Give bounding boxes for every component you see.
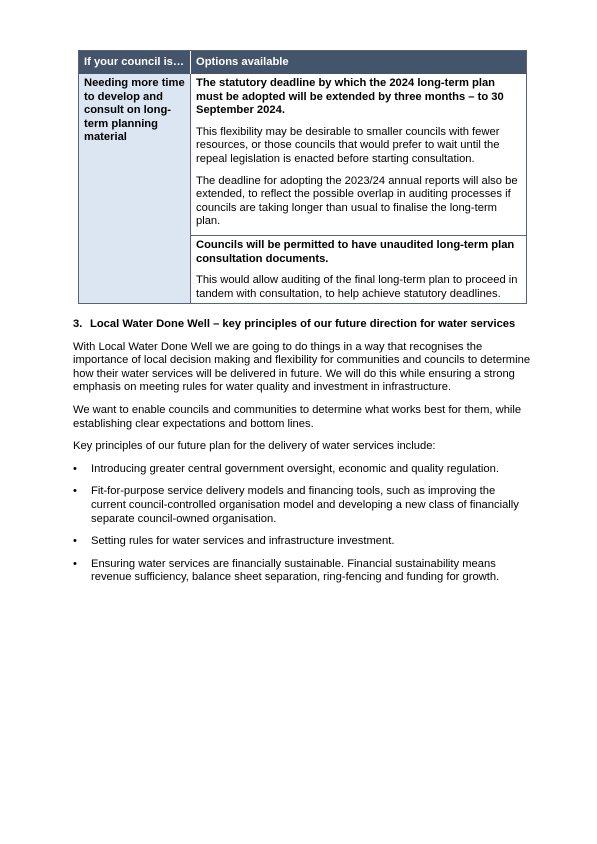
deadline-extension-heading: The statutory deadline by which the 2024 long-term plan must be adopted will be extended by three months – to 30 September 2024.: [196, 77, 504, 117]
deadline-extension-para2: The deadline for adopting the 2023/24 annual reports will also be extended, to reflect the possible overlap in auditing processes if councils are taking longer than usual to finalise the long-term plan.: [196, 174, 518, 228]
header-if-your-council: If your council is…: [79, 51, 191, 74]
bullet-icon: •: [73, 485, 77, 498]
header-options-available: Options available: [191, 51, 527, 74]
options-cell-deadline-extension: [191, 74, 527, 235]
options-table: [78, 50, 527, 304]
unaudited-documents-para1: This would allow auditing of the final long-term plan to proceed in tandem with consultation, to help achieve statutory deadlines.: [196, 274, 518, 300]
section-paragraph-1: With Local Water Done Well we are going to do things in a way that recognises the importance of local decision making and flexibility for communities and councils to determine how their water services will be delivered in future. We will do this while ensuring a strong emphasis on meeting rules for water quality and investment in infrastructure.: [73, 340, 531, 394]
row-label-needing-more-time: Needing more time to develop and consult on long-term planning material: [79, 74, 191, 303]
section-paragraph-3: Key principles of our future plan for the delivery of water services include:: [73, 440, 436, 453]
bullet-icon: •: [73, 557, 77, 570]
list-item: [73, 535, 533, 549]
list-item: [73, 463, 533, 477]
water-services-section: [73, 318, 533, 594]
list-item-text: Introducing greater central government oversight, economic and quality regulation.: [91, 462, 499, 475]
list-item-text: Fit-for-purpose service delivery models and financing tools, such as improving the current council-controlled organisation model and developing a new class of financially separate council-owned organisation.: [91, 485, 519, 525]
bullet-icon: •: [73, 535, 77, 548]
list-item-text: Setting rules for water services and infrastructure investment.: [91, 535, 395, 548]
section-number: 3.: [73, 318, 83, 330]
section-title: Local Water Done Well – key principles of our future direction for water services: [90, 318, 516, 330]
section-paragraph-2: We want to enable councils and communities to determine what works best for them, while establishing clear expectations and bottom lines.: [73, 403, 522, 430]
bullet-icon: •: [73, 462, 77, 475]
options-cell-unaudited-documents: [191, 235, 527, 303]
key-principles-list: [73, 463, 533, 585]
section-heading: [73, 318, 533, 332]
list-item: [73, 558, 533, 585]
table-row: [79, 74, 526, 235]
list-item-text: Ensuring water services are financially sustainable. Financial sustainability means revenue sufficiency, balance sheet separation, ring-fencing and funding for growth.: [91, 557, 500, 584]
deadline-extension-para1: This flexibility may be desirable to smaller councils with fewer resources, or those councils that would prefer to wait until the repeal legislation is enacted before starting consultation.: [196, 125, 500, 165]
unaudited-documents-heading: Councils will be permitted to have unaudited long-term plan consultation documents.: [196, 238, 515, 265]
table-header-row: [79, 51, 526, 74]
list-item: [73, 485, 533, 526]
